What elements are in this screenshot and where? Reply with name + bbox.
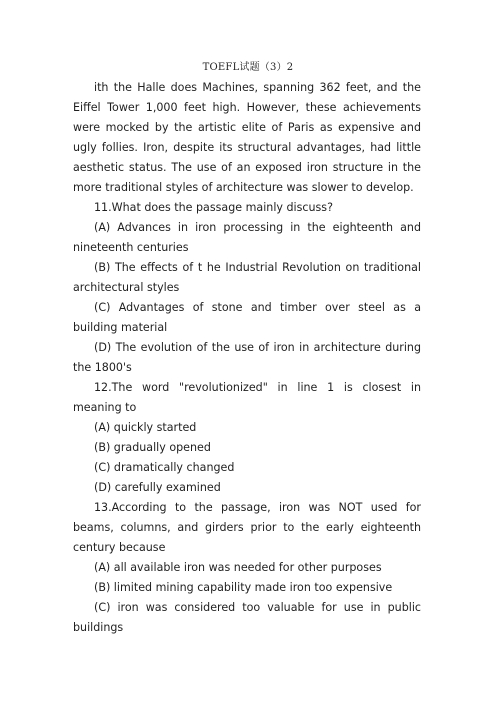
question-11-option-b: (B) The effects of t he Industrial Revolution on traditional architectural styles — [73, 261, 421, 294]
question-13-option-c: (C) iron was considered too valuable for use in public buildings — [73, 601, 421, 634]
question-12-option-c: (C) dramatically changed — [94, 461, 235, 474]
page-header-title: TOEFL试题（3）2 — [202, 62, 294, 73]
question-11-option-a: (A) Advances in iron processing in the eighteenth and nineteenth centuries — [73, 221, 421, 254]
question-13-option-a: (A) all available iron was needed for other purposes — [94, 561, 382, 574]
question-12: 12.The word "revolutionized" in line 1 is closest in meaning to — [73, 381, 421, 414]
question-11-option-d: (D) The evolution of the use of iron in architecture during the 1800's — [73, 341, 421, 374]
question-12-option-d: (D) carefully examined — [94, 481, 221, 494]
document-body — [73, 78, 421, 638]
question-12-option-b: (B) gradually opened — [94, 441, 211, 454]
question-13-option-b: (B) limited mining capability made iron too expensive — [94, 581, 393, 594]
question-11: 11.What does the passage mainly discuss? — [94, 201, 333, 214]
question-12-option-a: (A) quickly started — [94, 421, 197, 434]
passage-paragraph: ith the Halle does Machines, spanning 362 feet, and the Eiffel Tower 1,000 feet high. However, these achievements were mocked by the artistic elite of Paris as expensive and ugly follies. Iron, despite its structural advantages, had little aesthetic status. The use of an exposed iron structure in the more traditional styles of architecture was slower to develop. — [73, 81, 421, 194]
question-13: 13.According to the passage, iron was NOT used for beams, columns, and girders prior to the early eighteenth century because — [73, 501, 421, 554]
question-11-option-c: (C) Advantages of stone and timber over steel as a building material — [73, 301, 421, 334]
